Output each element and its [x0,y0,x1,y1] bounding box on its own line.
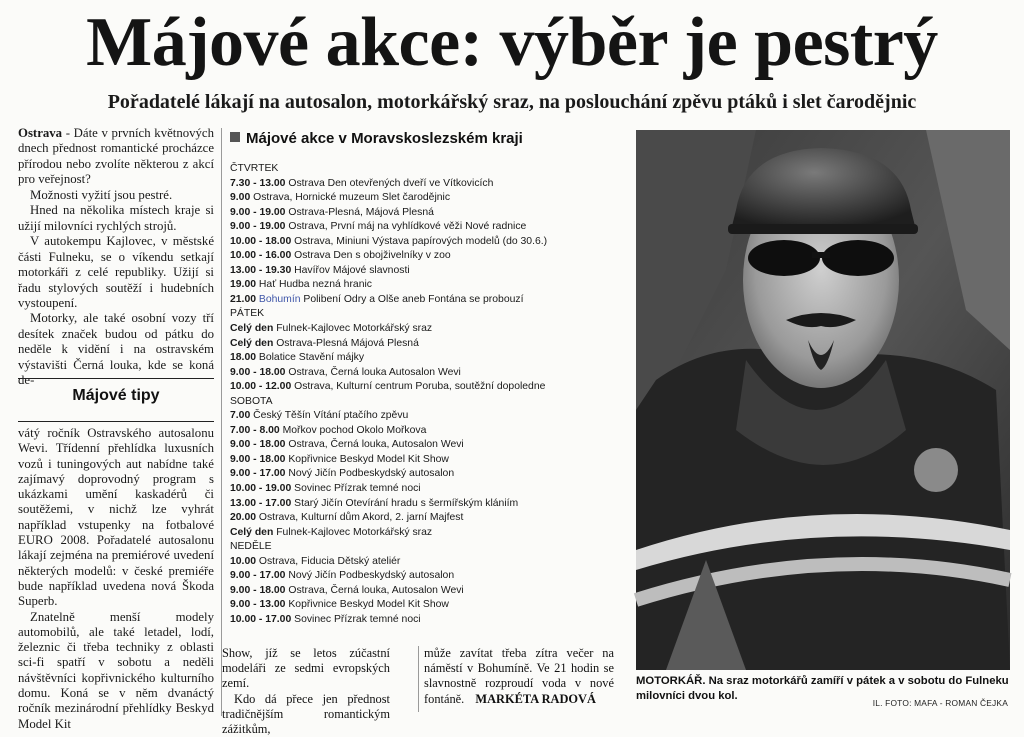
event-time: 9.00 - 13.00 [230,599,286,611]
events-box-title [230,130,523,148]
article-continuation-1 [222,646,390,737]
event-time: 20.00 [230,512,257,524]
subheadline: Pořadatelé lákají na autosalon, motorkářský sraz, na poslouchání zpěvu ptáků i slet čarodějnic [107,91,917,113]
article-continuation-2 [424,646,614,707]
event-time: 10.00 - 17.00 [230,613,292,625]
event-time: 7.30 - 13.00 [230,177,286,189]
day-label: SOBOTA [230,395,273,407]
event-row [230,351,610,366]
event-time: 9.00 - 18.00 [230,453,286,465]
day-label: NEDĚLE [230,541,272,553]
article-paragraph: V autokempu Kajlovec, v městské části Fulneku, se o víkendu setkají motorkáři z celé republiky. Užijí si řadu stylových soutěží i hudebních vystoupení. [18,234,214,310]
day-label: ČTVRTEK [230,163,279,174]
event-description: Kopřivnice Beskyd Model Kit Show [288,599,449,611]
event-description: Ostrava Den s obojživelníky v zoo [294,250,451,262]
event-row [230,278,610,293]
event-description: Fulnek-Kajlovec Motorkářský sraz [276,323,433,335]
event-time: 10.00 - 12.00 [230,381,292,393]
event-row [230,249,610,264]
event-row [230,293,610,308]
tips-heading-box [18,378,214,422]
column-divider [418,646,419,712]
event-time: Celý den [230,337,274,349]
event-time: 9.00 - 17.00 [230,468,286,480]
article-paragraph: vátý ročník Ostravského autosalonu Wevi. Třídenní přehlídka luxusních vozů i tuningových aut nabídne také zajímavý doprovodný program s ukázkami umění kaskadérů či soutěžemi, v nichž lze vyhrát například vstupenky na fotbalové EURO 2008. Pořadatelé autosalonu lákají zejména na premiérové uvedení některých modelů: v české premiéře bude například uvedena nová Škoda Superb. [18,426,214,609]
event-description: Ostrava Den otevřených dveří ve Vítkovicích [288,177,494,189]
event-time: 21.00 [230,293,257,305]
author-byline: MARKÉTA RADOVÁ [475,691,596,706]
article-paragraph: Hned na několika místech kraje si užijí milovníci rychlých strojů. [18,203,214,233]
event-time: 9.00 - 19.00 [230,206,286,218]
tips-heading: Májové tipy [72,387,160,404]
event-row [230,206,610,221]
article-column-upper [18,126,214,389]
event-description: Polibení Odry a Olše aneb Fontána se probouzí [303,293,524,305]
article-paragraph: Znatelně menší modely automobilů, ale také letadel, lodí, železnic či třeba techniky z oblasti sci-fi spatří v sobotu a neděli návštěvníci kopřivnického kulturního domu. Koná se v něm dvanáctý ročník mezinárodní přehlídky Beskyd Model Kit [18,609,214,731]
square-bullet-icon [230,132,240,142]
headline: Májové akce: výběr je pestrý [86,4,938,81]
photo-credit: IL. FOTO: MAFA - ROMAN ČEJKA [872,698,1008,708]
event-row [230,191,610,206]
event-time: 13.00 - 17.00 [230,497,292,509]
event-description: Fulnek-Kajlovec Motorkářský sraz [276,526,433,538]
events-list [230,162,610,628]
event-place-highlight: Bohumín [258,293,301,305]
article-paragraph: může zavítat třeba zítra večer na náměstí v Bohumíně. Ve 21 hodin se slavnostně rozproudí voda v nové fontáně. [424,646,614,706]
caption-text: Na sraz motorkářů zamíří v pátek a v sobotu do Fulneku milovníci dvou kol. [636,675,1009,702]
event-time: 7.00 - 8.00 [230,424,280,436]
event-row [230,424,610,439]
photo-illustration [636,130,1010,670]
event-description: Sovinec Přízrak temné noci [294,483,421,495]
article-paragraph: Možnosti vyžití jsou pestré. [30,187,173,202]
event-description: Havířov Májové slavnosti [294,264,410,276]
event-description: Ostrava, Černá louka Autosalon Wevi [288,366,461,378]
event-row [230,613,610,628]
event-description: Ostrava, Černá louka, Autosalon Wevi [288,439,464,451]
event-row [230,598,610,613]
event-description: Ostrava, Fiducia Dětský ateliér [258,555,401,567]
event-time: 7.00 [230,410,251,422]
event-row [230,482,610,497]
motorcyclist-photo [636,130,1010,670]
event-time: 10.00 [230,555,257,567]
caption-head: MOTORKÁŘ. [636,675,706,687]
event-time: 9.00 - 17.00 [230,570,286,582]
event-description: Mořkov pochod Okolo Mořkova [282,424,427,436]
event-time: 19.00 [230,279,257,291]
event-time: 13.00 - 19.30 [230,264,292,276]
article-paragraph: Kdo dá přece jen přednost tradičnějším romantickým zážitkům, [222,691,390,737]
event-description: Ostrava, Černá louka, Autosalon Wevi [288,584,464,596]
event-row [230,453,610,468]
article-column-lower [18,426,214,732]
event-row [230,235,610,250]
event-row [230,337,610,352]
day-label: PÁTEK [230,308,265,320]
events-day-heading [230,395,610,410]
article-paragraph: Show, jíž se letos zúčastní modeláři ze sedmi evropských zemí. [222,646,390,691]
event-row [230,497,610,512]
event-row [230,511,610,526]
event-description: Ostrava, Kulturní centrum Poruba, soutěžní dopoledne [294,381,546,393]
column-divider [221,128,222,716]
event-row [230,584,610,599]
event-description: Ostrava, Kulturní dům Akord, 2. jarní Majfest [258,512,464,524]
event-description: Ostrava-Plesná Májová Plesná [276,337,419,349]
event-time: 9.00 - 18.00 [230,584,286,596]
event-row [230,569,610,584]
event-description: Kopřivnice Beskyd Model Kit Show [288,453,449,465]
event-row [230,380,610,395]
event-description: Nový Jičín Podbeskydský autosalon [288,468,455,480]
event-row [230,220,610,235]
event-description: Ostrava-Plesná, Májová Plesná [288,206,434,218]
event-row [230,366,610,381]
event-row [230,264,610,279]
events-day-heading [230,162,610,177]
event-description: Sovinec Přízrak temné noci [294,613,421,625]
event-description: Ostrava, Miniuni Výstava papírových modelů (do 30.6.) [294,235,548,247]
article-lead [18,126,214,188]
events-box-title-text: Májové akce v Moravskoslezském kraji [246,130,523,147]
events-day-heading [230,540,610,555]
event-time: Celý den [230,323,274,335]
event-description: Ostrava, První máj na vyhlídkové věži Nové radnice [288,221,527,233]
events-day-heading [230,307,610,322]
event-time: 9.00 - 19.00 [230,221,286,233]
event-row [230,177,610,192]
event-time: Celý den [230,526,274,538]
event-description: Český Těšín Vítání ptačího zpěvu [253,410,409,422]
event-row [230,467,610,482]
event-description: Nový Jičín Podbeskydský autosalon [288,570,455,582]
event-time: 10.00 - 19.00 [230,483,292,495]
event-row [230,555,610,570]
event-time: 18.00 [230,352,257,364]
article-paragraph: Motorky, ale také osobní vozy tří desítek značek budou od pátku do neděle k vidění i na ostravském výstavišti Černá louka, kde se koná de- [18,311,214,388]
event-row [230,526,610,541]
event-time: 9.00 - 18.00 [230,366,286,378]
event-row [230,322,610,337]
event-time: 9.00 [230,192,251,204]
event-row [230,438,610,453]
event-description: Bolatice Stavění májky [258,352,365,364]
lead-text: - Dáte v prvních květnových dnech přednost romantické procházce přírodou nebo zvolíte některou z akcí pro veřejnost? [18,126,214,187]
event-time: 10.00 - 18.00 [230,235,292,247]
event-time: 9.00 - 18.00 [230,439,286,451]
event-description: Starý Jičín Otevírání hradu s šermířským klániím [294,497,519,509]
event-time: 10.00 - 16.00 [230,250,292,262]
event-description: Ostrava, Hornické muzeum Slet čarodějnic [253,192,451,204]
event-description: Hať Hudba nezná hranic [258,279,372,291]
event-row [230,409,610,424]
dateline: Ostrava [18,126,63,140]
